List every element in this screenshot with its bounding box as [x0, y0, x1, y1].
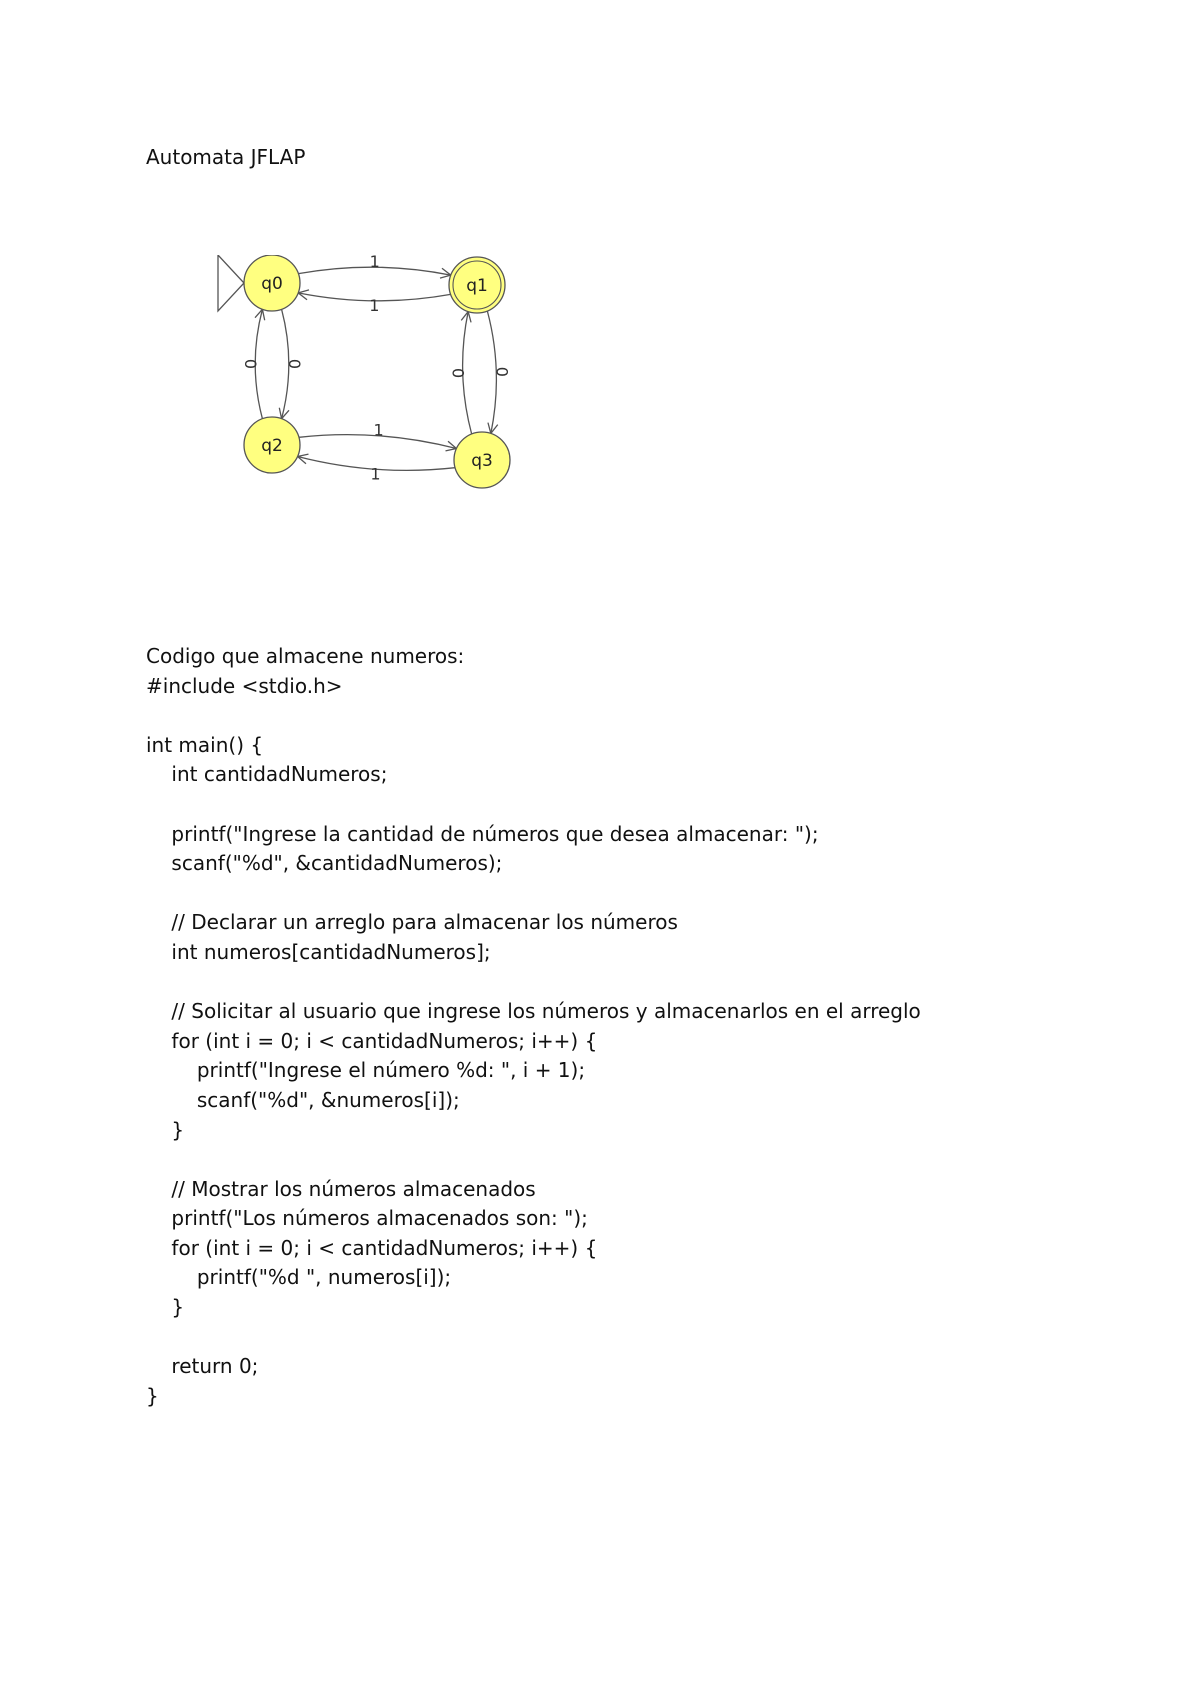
code-line	[146, 701, 1146, 731]
code-line: printf("Ingrese el número %d: ", i + 1);	[146, 1058, 586, 1083]
code-line: int main() {	[146, 732, 264, 757]
state-label-q3: q3	[471, 451, 493, 471]
transition-label-q2-q0: 0	[241, 358, 260, 370]
automaton-diagram	[200, 255, 520, 540]
state-label-q0: q0	[261, 274, 283, 294]
code-line	[146, 790, 1146, 820]
initial-state-triangle	[218, 255, 244, 311]
code-line: #include <stdio.h>	[146, 673, 343, 698]
state-q1	[449, 257, 505, 313]
code-line: for (int i = 0; i < cantidadNumeros; i++) {	[146, 1028, 598, 1053]
code-line: printf("%d ", numeros[i]);	[146, 1265, 452, 1290]
transition-label-q3-q2: 1	[370, 464, 381, 484]
code-line: printf("Ingrese la cantidad de números que desea almacenar: ");	[146, 821, 819, 846]
code-listing	[146, 642, 1146, 1411]
code-line: for (int i = 0; i < cantidadNumeros; i++) {	[146, 1235, 598, 1260]
code-line: return 0;	[146, 1354, 259, 1379]
code-line: // Mostrar los números almacenados	[146, 1176, 536, 1201]
transition-label-q0-q1: 1	[369, 255, 380, 272]
transition-label-q3-q1: 0	[448, 368, 468, 379]
state-q0	[244, 255, 300, 311]
state-label-q2: q2	[261, 436, 283, 456]
code-line: // Solicitar al usuario que ingrese los números y almacenarlos en el arreglo	[146, 999, 921, 1024]
code-line	[146, 879, 1146, 909]
state-q2	[244, 417, 300, 473]
code-line: scanf("%d", &numeros[i]);	[146, 1087, 460, 1112]
initial-state-arrow	[218, 255, 244, 311]
states-layer	[244, 255, 510, 488]
code-line	[146, 1323, 1146, 1353]
code-line: Codigo que almacene numeros:	[146, 644, 465, 668]
code-line: printf("Los números almacenados son: ");	[146, 1206, 588, 1231]
transition-label-q1-q0: 1	[369, 295, 380, 315]
code-line: // Declarar un arreglo para almacenar los números	[146, 910, 678, 935]
code-line: int cantidadNumeros;	[146, 762, 388, 787]
code-line: scanf("%d", &cantidadNumeros);	[146, 851, 503, 876]
state-label-q1: q1	[466, 276, 488, 296]
code-line	[146, 968, 1146, 998]
code-line	[146, 1145, 1146, 1175]
code-line: }	[146, 1117, 185, 1142]
document-heading: Automata JFLAP	[146, 145, 306, 169]
code-line: int numeros[cantidadNumeros];	[146, 939, 491, 964]
transition-label-q1-q3: 0	[492, 366, 512, 377]
transition-label-q0-q2: 0	[285, 358, 304, 370]
transition-label-q2-q3: 1	[373, 420, 384, 440]
state-q3	[454, 432, 510, 488]
code-line: }	[146, 1295, 185, 1320]
code-line: }	[146, 1383, 159, 1408]
